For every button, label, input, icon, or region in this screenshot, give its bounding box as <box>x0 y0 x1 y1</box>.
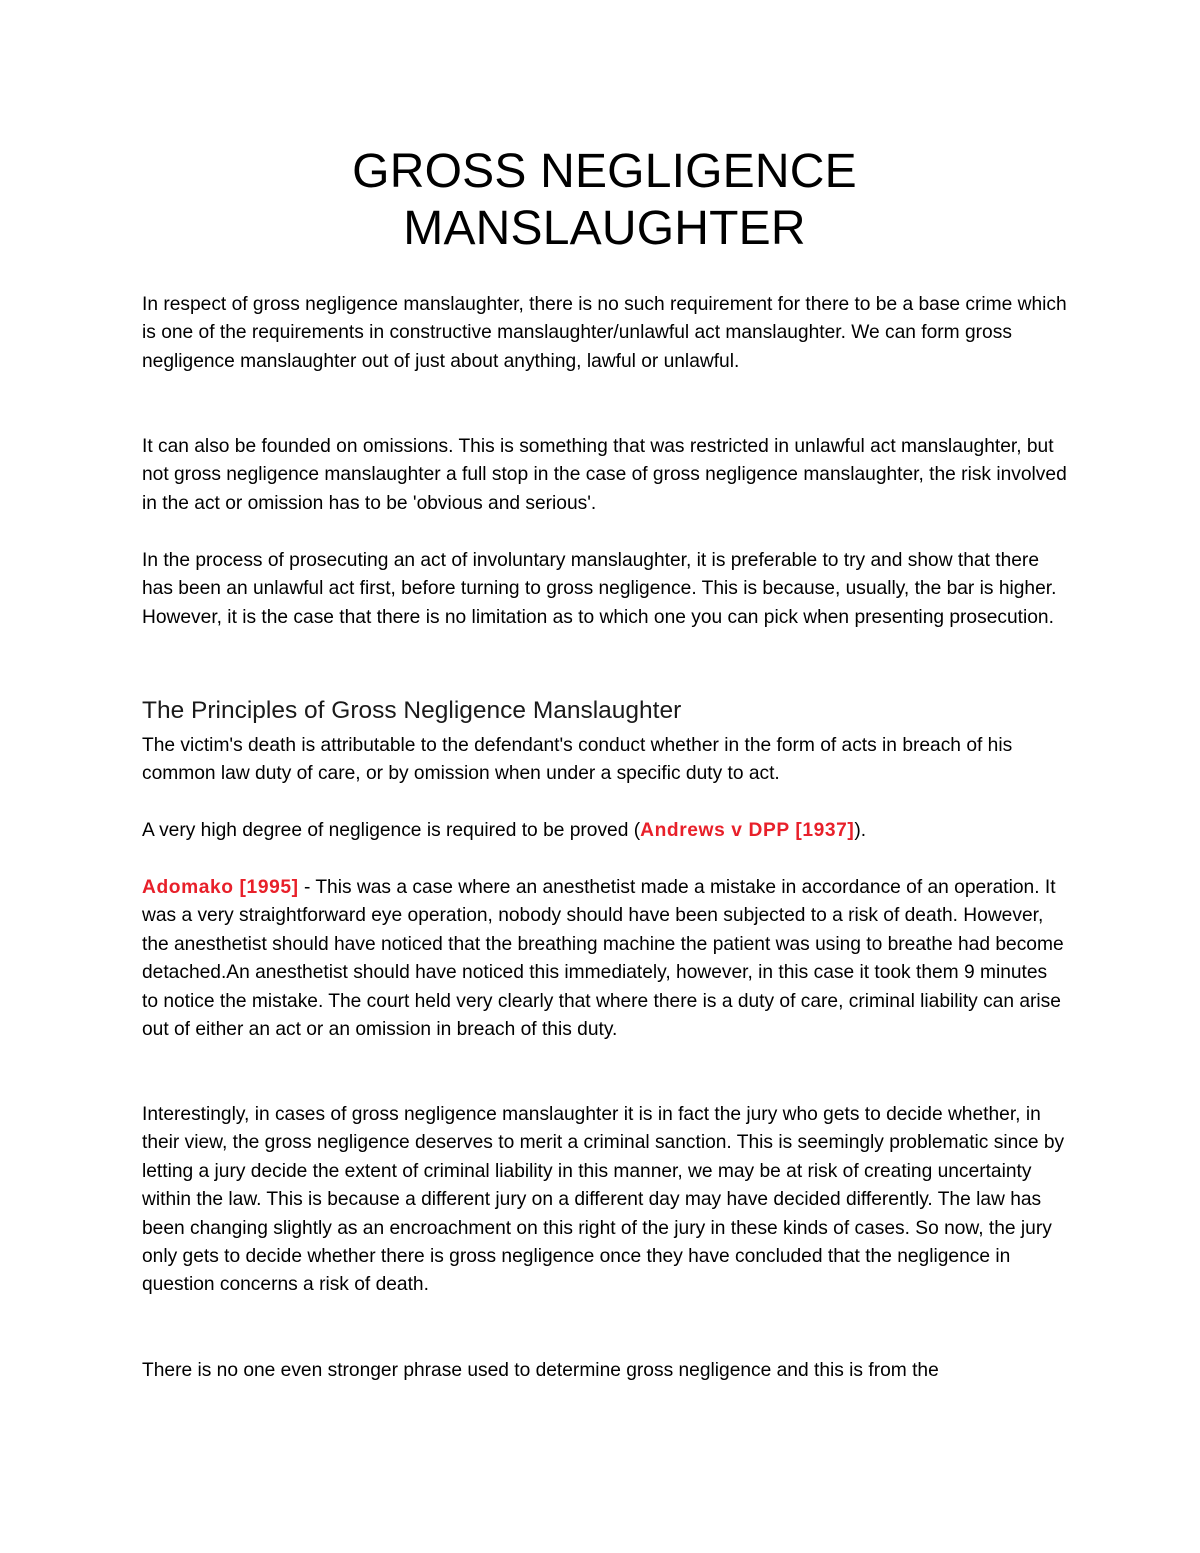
paragraph-prosecution: In the process of prosecuting an act of involuntary manslaughter, it is preferable to try and show that there has been an unlawful act first, before turning to gross negligence. This is because, usually, the bar is higher. However, it is the case that there is no limitation as to which one you can pick when presenting prosecution. <box>142 550 1057 628</box>
high-degree-close: ). <box>854 820 867 841</box>
title-line-2: MANSLAUGHTER <box>403 202 806 255</box>
paragraph-omissions: It can also be founded on omissions. This is something that was restricted in unlawful act manslaughter, but not gross negligence manslaughter a full stop in the case of gross negligence manslaughter, the risk involved in the act or omission has to be 'obvious and serious'. <box>142 436 1067 514</box>
case-citation-adomako: Adomako [1995] <box>142 877 299 898</box>
document-title <box>142 143 1067 257</box>
paragraph-stronger-phrase: There is no one even stronger phrase used to determine gross negligence and this is from the <box>142 1360 939 1381</box>
paragraph-high-degree <box>142 817 1067 845</box>
adomako-text: - This was a case where an anesthetist made a mistake in accordance of an operation. It was a very straightforward eye operation, nobody should have been subjected to a risk of death. However, the anesthetist should have noticed that the breathing machine the patient was using to breathe had become detached.An anesthetist should have noticed this immediately, however, in this case it took them 9 minutes to notice the mistake. The court held very clearly that where there is a duty of care, criminal liability can arise out of either an act or an omission in breach of this duty. <box>142 877 1064 1041</box>
title-line-1: GROSS NEGLIGENCE <box>352 145 857 198</box>
section-heading: The Principles of Gross Negligence Manslaughter <box>142 697 682 724</box>
paragraph-jury: Interestingly, in cases of gross negligence manslaughter it is in fact the jury who gets to decide whether, in their view, the gross negligence deserves to merit a criminal sanction. This is seemingly problematic since by letting a jury decide the extent of criminal liability in this manner, we may be at risk of creating uncertainty within the law. This is because a different jury on a different day may have decided differently. The law has been changing slightly as an encroachment on this right of the jury in these kinds of cases. So now, the jury only gets to decide whether there is gross negligence once they have concluded that the negligence in question concerns a risk of death. <box>142 1104 1065 1296</box>
case-citation-andrews: Andrews v DPP [1937] <box>640 820 855 841</box>
paragraph-victim-death: The victim's death is attributable to the defendant's conduct whether in the form of acts in breach of his common law duty of care, or by omission when under a specific duty to act. <box>142 735 1013 785</box>
high-degree-text: A very high degree of negligence is required to be proved ( <box>142 820 641 841</box>
paragraph-adomako <box>142 874 1067 1044</box>
paragraph-base-crime: In respect of gross negligence manslaughter, there is no such requirement for there to be a base crime which is one of the requirements in constructive manslaughter/unlawful act manslaughter. We can form gross negligence manslaughter out of just about anything, lawful or unlawful. <box>142 294 1067 372</box>
